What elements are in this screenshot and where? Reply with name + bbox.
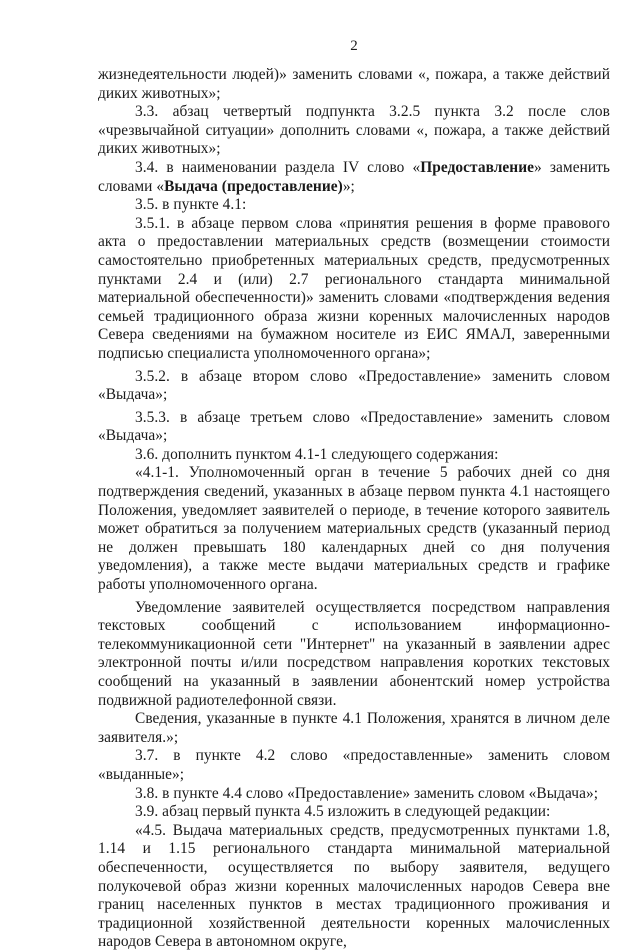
- paragraph-4-5: «4.5. Выдача материальных средств, предусмотренных пунктами 1.8, 1.14 и 1.15 регионального стандарта минимальной материальной обеспеченности, осуществляется по выбору заявителя, ведущего полукочевой образ жизни коренных малочисленных народов Севера вне границ населенных пунктов в местах традиционного проживания и традиционной хозяйственной деятельности коренных малочисленных народов Севера в автономном округе,: [98, 821, 610, 951]
- paragraph-3-8: 3.8. в пункте 4.4 слово «Предоставление» заменить словом «Выдача»;: [135, 784, 599, 802]
- paragraph-3-5-2: 3.5.2. в абзаце втором слово «Предоставление» заменить словом «Выдача»;: [98, 367, 610, 404]
- paragraph-3-9: 3.9. абзац первый пункта 4.5 изложить в следующей редакции:: [135, 803, 551, 821]
- paragraph-3-7: 3.7. в пункте 4.2 слово «предоставленные» заменить словом «выданные»;: [98, 747, 610, 783]
- paragraph-3-4-part2: » заменить словами «: [98, 158, 610, 195]
- paragraph-3-5-3: 3.5.3. в абзаце третьем слово «Предоставление» заменить словом «Выдача»;: [98, 408, 610, 445]
- paragraph-3-4-part1: 3.4. в наименовании раздела IV слово «: [135, 158, 421, 176]
- paragraph-3-4-part3: »;: [342, 177, 355, 195]
- paragraph-3-5: 3.5. в пункте 4.1:: [135, 196, 247, 214]
- paragraph-3-3: 3.3. абзац четвертый подпункта 3.2.5 пункта 3.2 после слов «чрезвычайной ситуации» дополнить словами «, пожара, а также действий диких животных»;: [98, 103, 610, 158]
- document-page: [98, 38, 610, 952]
- page-number: 2: [350, 38, 358, 54]
- paragraph-3-4: [98, 159, 610, 196]
- paragraph-4-1-1: «4.1-1. Уполномоченный орган в течение 5 рабочих дней со дня подтверждения сведений, указанных в абзаце первом пункта 4.1 настоящего Положения, уведомляет заявителей о периоде, в течение которого заявитель может обратиться за получением материальных средств (указанный период не должен превышать 180 календарных дней со дня получения уведомления), а также месте выдачи материальных средств и графике работы уполномоченного органа.: [98, 464, 610, 594]
- paragraph-records: Сведения, указанные в пункте 4.1 Положения, хранятся в личном деле заявителя.»;: [98, 710, 610, 746]
- paragraph-notification: Уведомление заявителей осуществляется посредством направления текстовых сообщений с использованием информационно-телекоммуникационной сети "Интернет" на указанный в заявлении адрес электронной почты и/или посредством направления коротких текстовых сообщений на указанный в заявлении абонентский номер устройства подвижной радиотелефонной связи.: [98, 598, 610, 709]
- paragraph-3-5-1: 3.5.1. в абзаце первом слова «принятия решения в форме правового акта о предоставлении материальных средств (возмещении стоимости самостоятельно приобретенных материальных средств, предусмотренных пунктами 2.4 и (или) 2.7 регионального стандарта минимальной материальной обеспеченности)» заменить словами «подтверждения ведения семьей традиционного образа жизни коренных малочисленных народов Севера сведениями на бумажном носителе из ЕИС ЯМАЛ, заверенными подписью специалиста уполномоченного органа»;: [98, 214, 610, 362]
- paragraph-3-6: 3.6. дополнить пунктом 4.1-1 следующего содержания:: [135, 445, 499, 463]
- paragraph-3-4-bold-term2: Выдача (предоставление): [164, 177, 343, 195]
- paragraph-continuation: жизнедеятельности людей)» заменить словами «, пожара, а также действий диких животных»;: [98, 66, 610, 102]
- paragraph-3-4-bold-term1: Предоставление: [420, 158, 535, 176]
